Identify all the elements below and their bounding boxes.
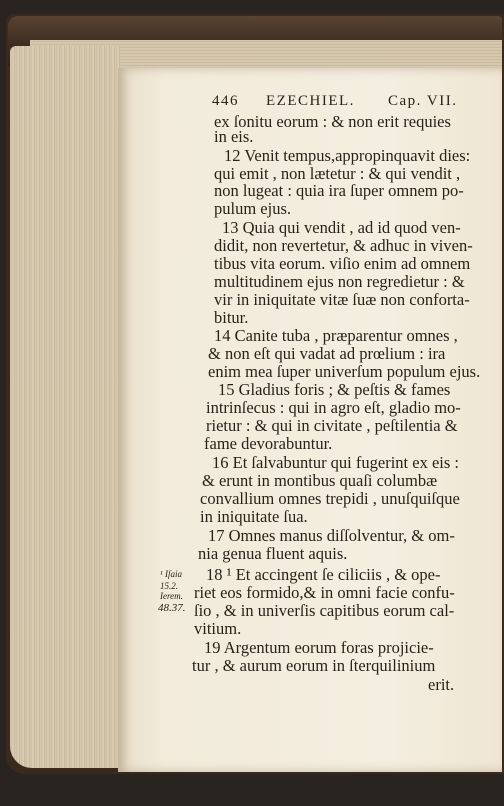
text-line: non lugeat : quia ira ſuper omnem po- xyxy=(214,181,464,200)
text-line: vir in iniquitate vitæ ſuæ non conforta- xyxy=(214,290,470,309)
margin-note: 48.37. xyxy=(158,602,186,614)
text-line: in iniquitate ſua. xyxy=(200,507,308,526)
margin-note: 15.2. xyxy=(160,581,178,591)
text-line: pulum ejus. xyxy=(214,199,291,218)
text-line: riet eos formido,& in omni facie confu- xyxy=(194,583,455,602)
text-line: fame devorabuntur. xyxy=(204,434,333,453)
text-line: didit, non revertetur, & adhuc in viven- xyxy=(214,236,473,255)
page-number: 446 xyxy=(212,93,239,109)
text-line: qui emit , non lætetur : & qui vendit , xyxy=(214,164,461,183)
text-line: convallium omnes trepidi , unuſquiſque xyxy=(200,489,460,508)
text-line: vitium. xyxy=(194,619,242,638)
text-line: enim mea ſuper univerſum populum ejus. xyxy=(208,362,481,381)
text-line: 18 ¹ Et accingent ſe ciliciis , & ope- xyxy=(206,565,441,584)
text-line: in eis. xyxy=(214,127,254,146)
text-line: rietur : & qui in civitate , peſtilentia & xyxy=(206,416,458,435)
text-line: bitur. xyxy=(214,308,249,327)
text-line: tibus vita eorum. viſio enim ad omnem xyxy=(214,254,471,273)
text-line: erit. xyxy=(428,675,455,694)
text-line: 16 Et ſalvabuntur qui fugerint ex eis : xyxy=(212,453,459,472)
text-line: 17 Omnes manus diſſolventur, & om- xyxy=(208,526,455,545)
text-line: 19 Argentum eorum foras projicie- xyxy=(204,638,434,657)
chapter-label: Cap. VII. xyxy=(388,93,458,109)
text-line: & erunt in montibus quaſi columbæ xyxy=(202,471,438,490)
text-line: tur , & aurum eorum in ſterquilinium xyxy=(192,656,436,675)
text-line: ex ſonitu eorum : & non erit requies xyxy=(214,112,451,131)
text-line: intrinſecus : qui in agro eſt, gladio mo- xyxy=(206,398,461,417)
margin-note: Ierem. xyxy=(160,591,183,601)
text-line: 12 Venit tempus,appropinquavit dies: xyxy=(224,146,471,165)
text-line: 15 Gladius foris ; & peſtis & fames xyxy=(218,380,451,399)
text-line: 14 Canite tuba , præparentur omnes , xyxy=(214,326,458,345)
running-title: EZECHIEL. xyxy=(266,93,355,109)
text-line: nia genua fluent aquis. xyxy=(198,544,348,563)
text-line: & non eſt qui vadat ad prœlium : ira xyxy=(208,344,446,363)
text-line: 13 Quia qui vendit , ad id quod ven- xyxy=(222,218,461,237)
text-line: ſio , & in univerſis capitibus eorum cal- xyxy=(194,601,455,620)
text-line: multitudinem ejus non regredietur : & xyxy=(214,272,465,291)
margin-note: ¹ Iſaia xyxy=(160,569,182,579)
